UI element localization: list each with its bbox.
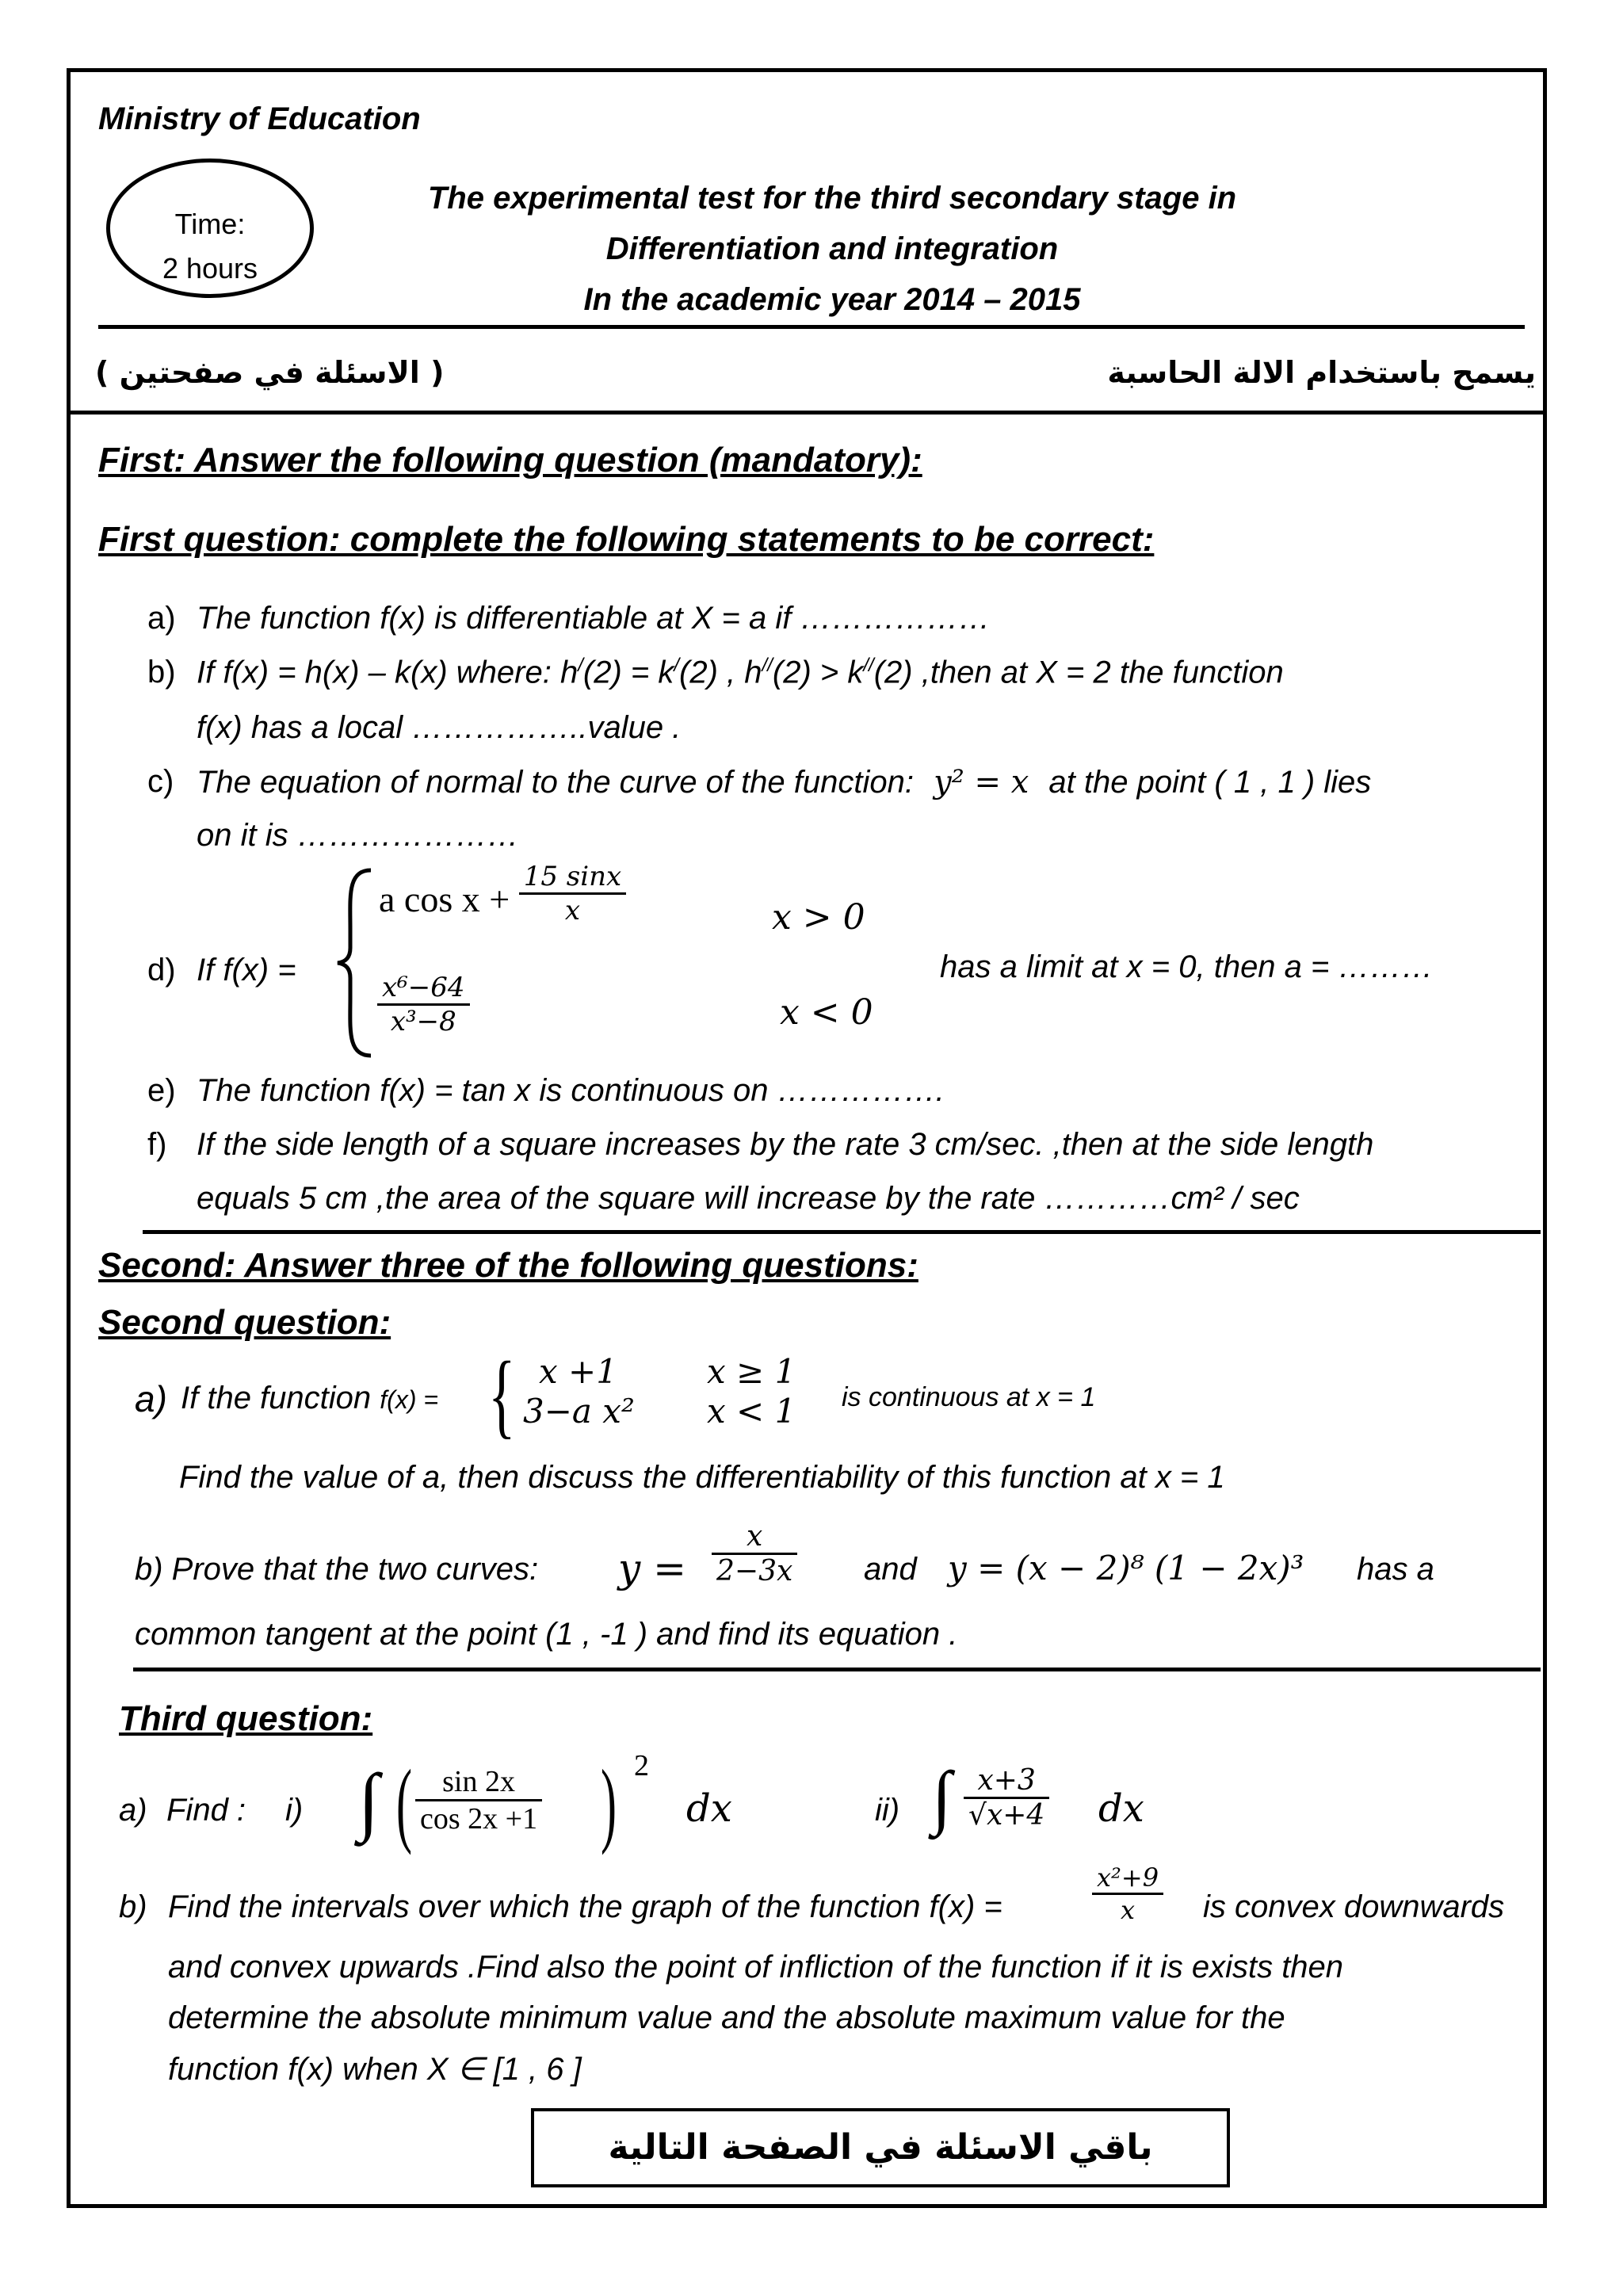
item-b-part2: (2) = k <box>582 655 674 690</box>
q2b-and: and <box>864 1552 917 1587</box>
time-oval <box>106 159 314 298</box>
q2a-line2: Find the value of a, then discuss the differentiability of this function at x = 1 <box>179 1460 1225 1495</box>
pages-note-arabic: ( الاسئلة في صفحتين ) <box>95 355 445 390</box>
item-b-pre: If f(x) = h(x) – k(x) where: h <box>197 655 579 690</box>
q3a-find: Find : <box>166 1793 246 1828</box>
time-value: 2 hours <box>162 252 258 285</box>
item-e-label: e) <box>147 1073 176 1108</box>
item-c-line2: on it is ………………… <box>197 818 519 853</box>
item-a-label: a) <box>147 601 176 636</box>
item-b-line2: f(x) has a local ……………..value . <box>197 710 682 745</box>
title-line-3: In the academic year 2014 – 2015 <box>583 282 1081 317</box>
q2a-text-end: is continuous at x = 1 <box>842 1382 1096 1412</box>
left-paren-icon: ( <box>396 1750 412 1855</box>
q2-divider <box>133 1668 1541 1671</box>
item-d-label: d) <box>147 953 176 988</box>
calculator-note-arabic: يسمح باستخدام الالة الحاسبة <box>1107 355 1536 390</box>
q3b-line2: and convex upwards .Find also the point of infliction of the function if it is exists then <box>168 1950 1344 1985</box>
item-c-label: c) <box>147 764 174 799</box>
title-line-1: The experimental test for the third secondary stage in <box>427 181 1237 216</box>
item-b-part4: (2) > k <box>772 655 864 690</box>
ministry-label: Ministry of Education <box>98 101 421 136</box>
case2-numerator: x⁶−64 <box>382 972 465 1003</box>
item-c-pre: The equation of normal to the curve of the function: <box>197 765 914 800</box>
q2a-case1: x +1 <box>539 1352 617 1391</box>
integral-icon: ∫ <box>932 1758 952 1836</box>
q2b-denominator: 2−3x <box>712 1553 797 1587</box>
q2a-case2: 3−a x² <box>523 1392 635 1431</box>
notes-divider <box>70 411 1544 415</box>
case2-denominator: x³−8 <box>377 1003 470 1037</box>
item-b-part5: (2) ,then at X = 2 the function <box>873 655 1284 690</box>
q2a-case2-condition: x < 1 <box>707 1392 796 1431</box>
q2b-line2: common tangent at the point (1 , -1 ) and find its equation . <box>135 1617 958 1652</box>
prime-mark: / <box>578 655 583 676</box>
item-f-line2: equals 5 cm ,the area of the square will increase by the rate …………cm² / sec <box>197 1181 1300 1216</box>
first-question-heading: First question: complete the following statements to be correct: <box>98 520 1155 559</box>
q2b-second-curve: y = (x − 2)⁸ (1 − 2x)³ <box>948 1549 1304 1587</box>
q3a-i-dx: dx <box>686 1786 732 1831</box>
item-b-text <box>197 655 1284 690</box>
case1-condition: x > 0 <box>772 897 865 938</box>
q3a-ii-label: ii) <box>875 1793 900 1828</box>
exam-title <box>333 173 1331 325</box>
section-first-heading: First: Answer the following question (mandatory): <box>98 441 922 479</box>
case1-fraction <box>519 861 626 926</box>
case1-denominator: x <box>519 892 626 926</box>
item-b-part3: (2) , h <box>679 655 762 690</box>
double-prime-mark: // <box>762 655 773 676</box>
q2b-text: b) Prove that the two curves: <box>135 1552 539 1587</box>
q2a-label: a) <box>135 1378 167 1419</box>
q2a-case1-condition: x ≥ 1 <box>707 1352 796 1391</box>
q2a-text <box>181 1381 438 1416</box>
section1-divider <box>143 1230 1541 1234</box>
next-page-box <box>531 2108 1230 2187</box>
item-f-label: f) <box>147 1127 167 1162</box>
item-c-end: at the point ( 1 , 1 ) lies <box>1048 765 1372 800</box>
item-e-text: The function f(x) = tan x is continuous on ……………. <box>197 1073 945 1108</box>
section-second-heading: Second: Answer three of the following questions: <box>98 1246 918 1285</box>
item-c-equation: y² = x <box>934 764 1029 800</box>
q3b-text-end: is convex downwards <box>1203 1889 1505 1924</box>
q3a-i-label: i) <box>285 1793 304 1828</box>
q3b-line4: function f(x) when X ∈ [1 , 6 ] <box>168 2052 582 2087</box>
q3a-ii-numerator: x+3 <box>977 1764 1036 1797</box>
q2b-y-equals: y = <box>618 1545 687 1591</box>
q2b-numerator: x <box>746 1520 763 1553</box>
q3b-line3: determine the absolute minimum value and the absolute maximum value for the <box>168 2000 1285 2035</box>
q2a-fx: f(x) = <box>380 1385 439 1414</box>
q2b-fraction <box>712 1520 797 1587</box>
header-divider <box>98 325 1525 329</box>
q3a-label: a) <box>119 1793 147 1828</box>
q3a-ii-fraction <box>964 1764 1049 1832</box>
case1-expression <box>379 860 626 926</box>
q3a-i-power: 2 <box>634 1749 649 1782</box>
item-b-label: b) <box>147 655 176 690</box>
q3b-text: Find the intervals over which the graph of the function f(x) = <box>168 1889 1002 1924</box>
time-label: Time: <box>174 208 246 240</box>
double-prime-mark: // <box>863 655 874 676</box>
title-line-2: Differentiation and integration <box>605 231 1059 266</box>
q3a-ii-dx: dx <box>1098 1786 1144 1831</box>
case1-numerator: 15 sinx <box>523 860 622 892</box>
q2b-has-a: has a <box>1357 1552 1434 1587</box>
item-f-text: If the side length of a square increases by the rate 3 cm/sec. ,then at the side length <box>197 1127 1374 1162</box>
q2a-brace-icon: { <box>488 1342 516 1447</box>
q3a-i-numerator: sin 2x <box>442 1765 515 1798</box>
q3b-numerator: x²+9 <box>1097 1862 1159 1893</box>
integral-icon: ∫ <box>358 1758 380 1843</box>
case2-condition: x < 0 <box>780 992 873 1033</box>
prime-mark: / <box>674 655 680 676</box>
item-d-text: If f(x) = <box>197 953 296 988</box>
item-d-text-end: has a limit at x = 0, then a = ……… <box>940 949 1434 984</box>
second-question-heading: Second question: <box>98 1303 391 1342</box>
q3a-i-denominator: cos 2x +1 <box>415 1799 542 1836</box>
q3a-ii-denominator: √x+4 <box>964 1797 1049 1832</box>
case1-acosx: a cos x + <box>379 879 510 919</box>
item-a-text: The function f(x) is differentiable at X = a if ……………… <box>197 601 991 636</box>
q3b-denominator: x <box>1092 1893 1163 1925</box>
right-paren-icon: ) <box>601 1750 617 1855</box>
q3a-i-fraction <box>415 1764 542 1836</box>
q3b-fraction <box>1092 1862 1163 1925</box>
case2-fraction <box>377 972 470 1037</box>
third-question-heading: Third question: <box>119 1699 373 1738</box>
item-c-text <box>197 764 1371 800</box>
q2a-intro: If the function <box>181 1381 372 1415</box>
left-brace-icon <box>333 865 377 1060</box>
case2-expression <box>377 972 470 1037</box>
next-page-note-arabic: باقي الاسئلة في الصفحة التالية <box>608 2127 1153 2168</box>
q3b-label: b) <box>119 1889 147 1924</box>
